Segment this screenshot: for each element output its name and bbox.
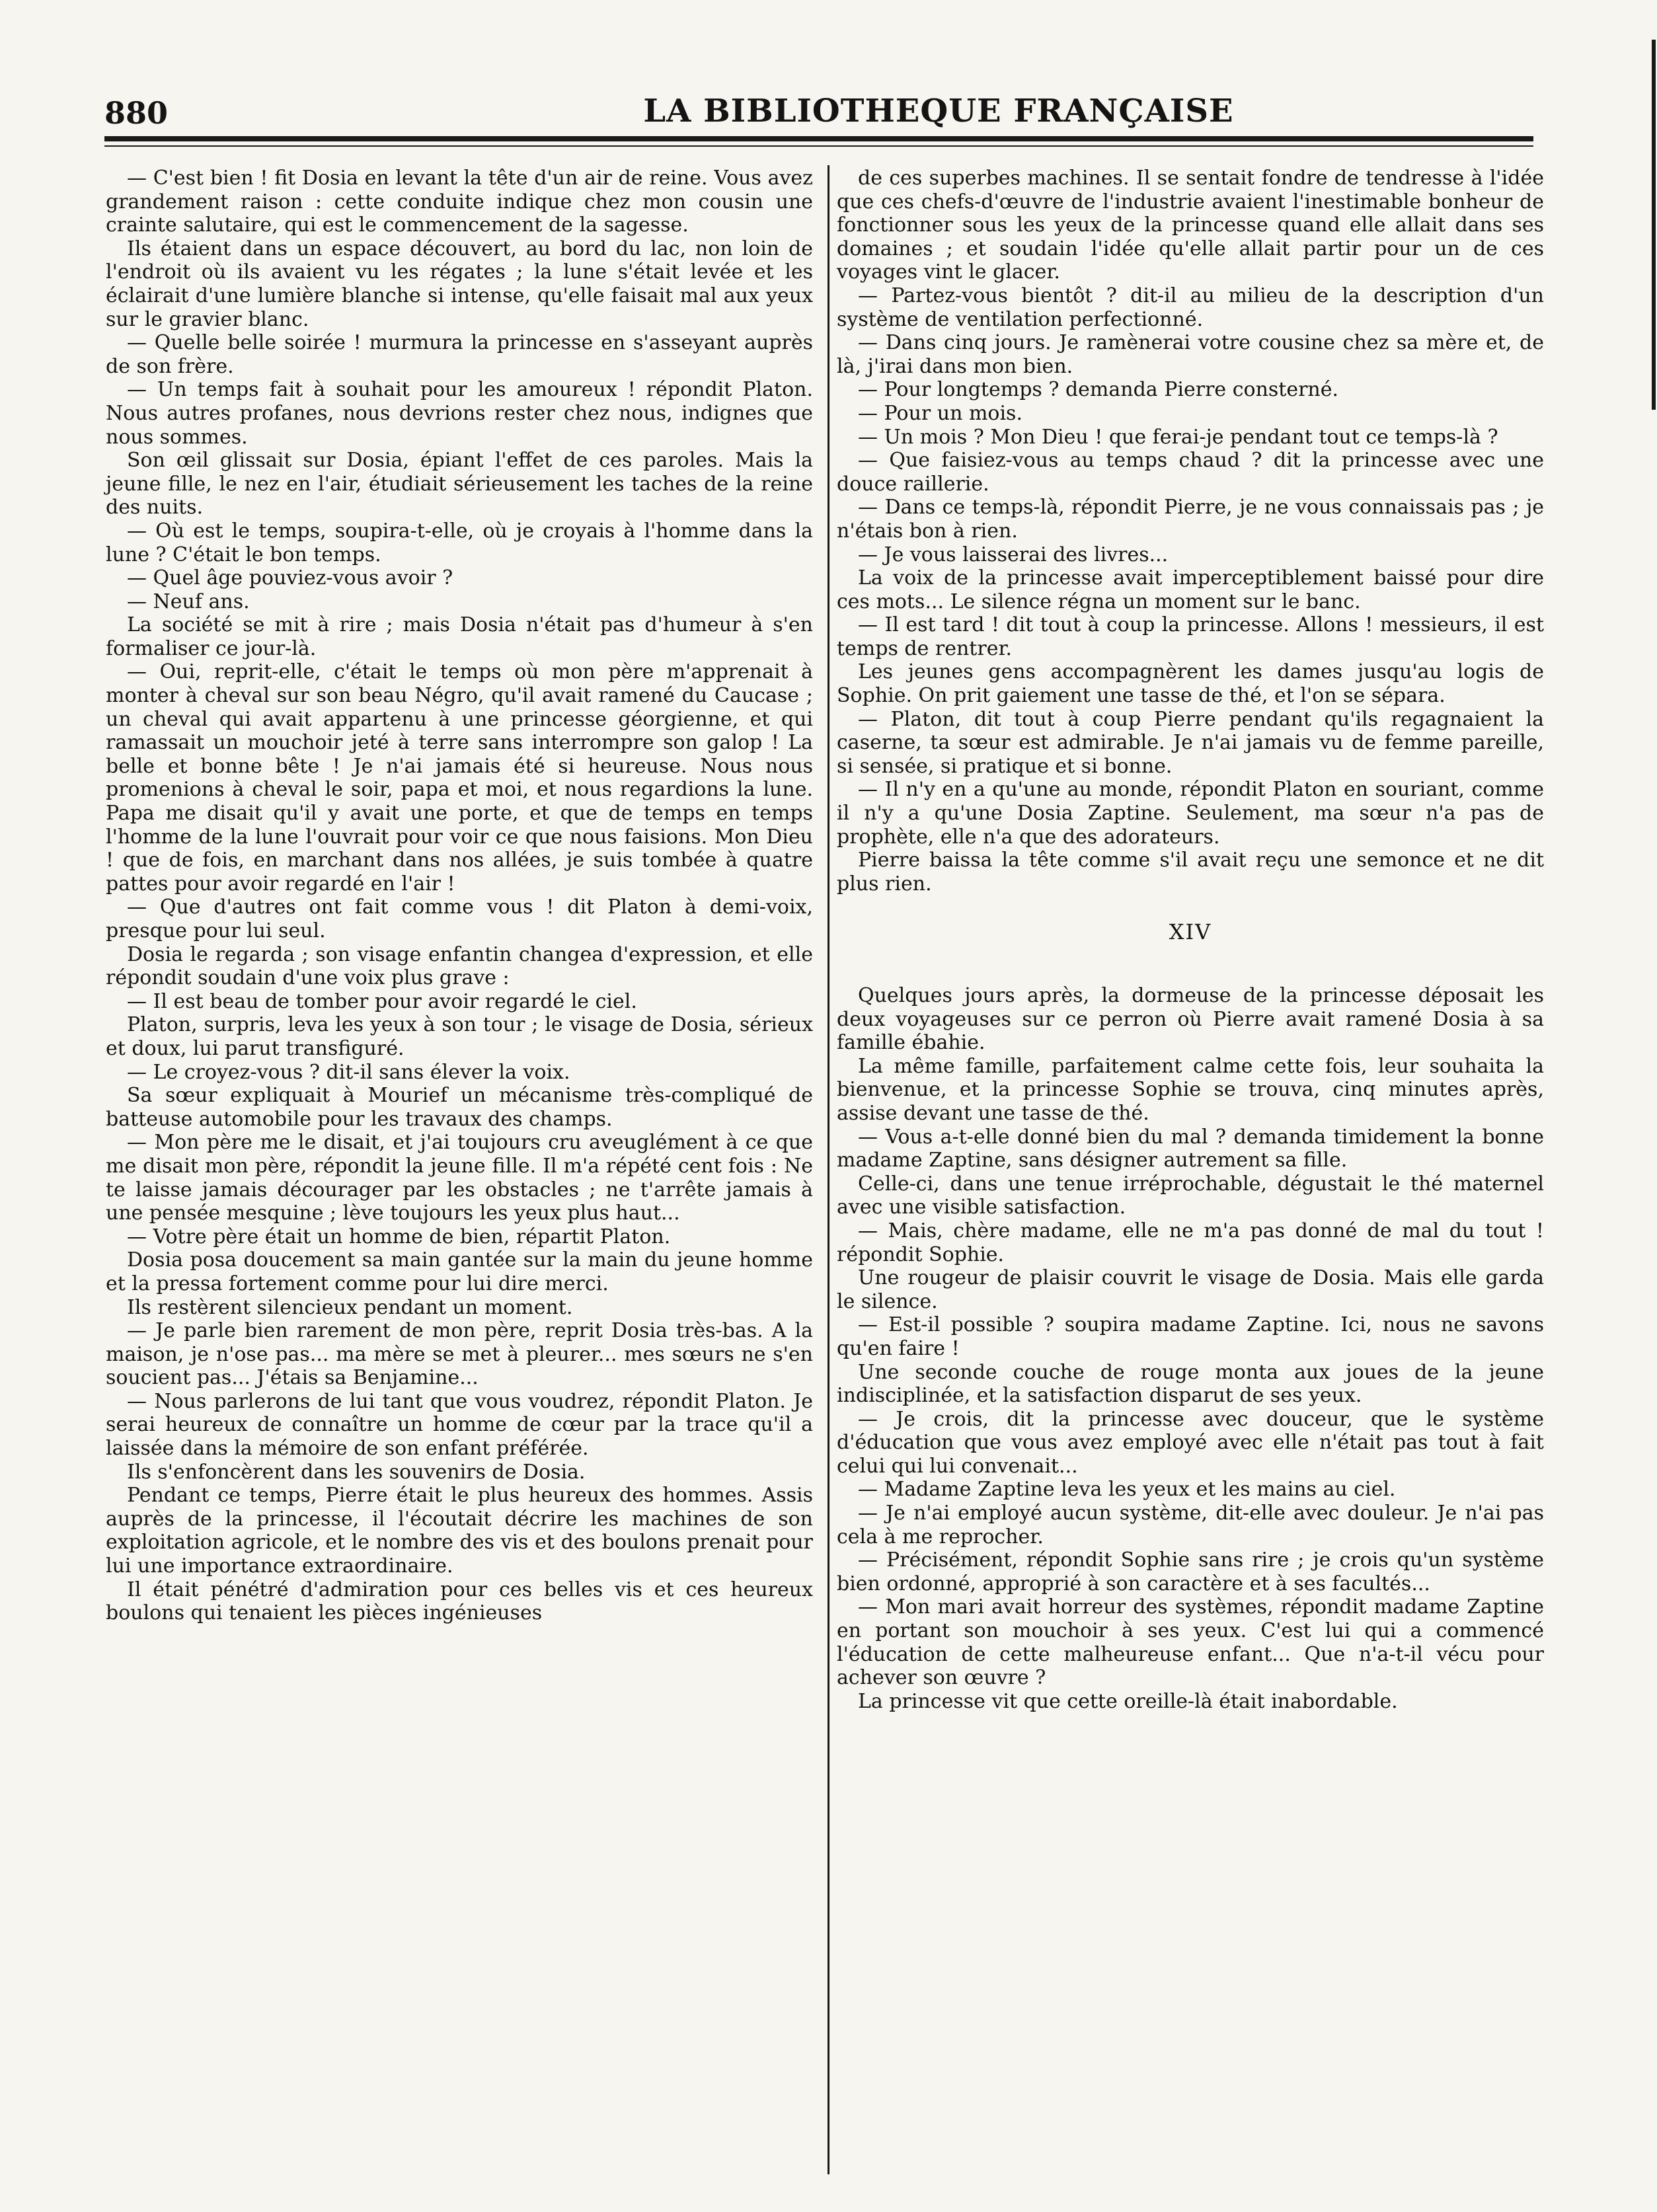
paragraph: La société se mit à rire ; mais Dosia n'était pas d'humeur à s'en formaliser ce jour-là.	[106, 613, 813, 660]
paragraph: — Je parle bien rarement de mon père, reprit Dosia très-bas. A la maison, je n'ose pas... ma mère se met à pleurer... mes sœurs ne s'en soucient pas... J'étais sa Benjamine...	[106, 1319, 813, 1390]
paragraph: Celle-ci, dans une tenue irréprochable, dégustait le thé maternel avec une visible satisfaction.	[837, 1172, 1544, 1219]
paragraph: — Un mois ? Mon Dieu ! que ferai-je pendant tout ce temps-là ?	[858, 425, 1498, 449]
paragraph: — C'est bien ! fit Dosia en levant la tête d'un air de reine. Vous avez grandement raison : cette conduite indique chez mon cousin une crainte salutaire, qui est le commencement de la sagesse.	[106, 167, 813, 237]
right-column-bottom	[837, 984, 1544, 1713]
paragraph: Son œil glissait sur Dosia, épiant l'effet de ces paroles. Mais la jeune fille, le nez en l'air, étudiait sérieusement les taches de la reine des nuits.	[106, 449, 813, 519]
paragraph: Une seconde couche de rouge monta aux joues de la jeune indisciplinée, et la satisfaction disparut de ses yeux.	[837, 1360, 1544, 1408]
paragraph: — Précisément, répondit Sophie sans rire ; je crois qu'un système bien ordonné, approprié à son caractère et à ses facultés...	[837, 1548, 1544, 1595]
left-column	[106, 167, 813, 1625]
paragraph: Platon, surpris, leva les yeux à son tour ; le visage de Dosia, sérieux et doux, lui parut transfiguré.	[106, 1013, 813, 1060]
paragraph: — Je crois, dit la princesse avec douceur, que le système d'éducation que vous avez employé avec elle n'était pas tout à fait celui qui lui convenait...	[837, 1407, 1544, 1478]
paragraph: — Le croyez-vous ? dit-il sans élever la voix.	[127, 1060, 570, 1084]
paragraph: — Est-il possible ? soupira madame Zaptine. Ici, nous ne savons qu'en faire !	[837, 1313, 1544, 1360]
paragraph: — Dans cinq jours. Je ramènerai votre cousine chez sa mère et, de là, j'irai dans mon bien.	[837, 331, 1544, 378]
paragraph: — Mon mari avait horreur des systèmes, répondit madame Zaptine en portant son mouchoir à ses yeux. C'est lui qui a commencé l'éducation de cette malheureuse enfant... Que n'a-t-il vécu pour achever son œuvre ?	[837, 1595, 1544, 1690]
column-divider	[828, 165, 829, 2174]
paragraph: — Votre père était un homme de bien, répartit Platon.	[127, 1225, 671, 1248]
spine-mark	[1652, 40, 1656, 410]
paragraph: Ils restèrent silencieux pendant un moment.	[127, 1295, 573, 1319]
paragraph: — Il est beau de tomber pour avoir regardé le ciel.	[127, 989, 637, 1013]
paragraph: La même famille, parfaitement calme cette fois, leur souhaita la bienvenue, et la princesse Sophie se trouva, cinq minutes après, assise devant une tasse de thé.	[837, 1054, 1544, 1125]
paragraph: — Je n'ai employé aucun système, dit-elle avec douleur. Je n'ai pas cela à me reprocher.	[837, 1502, 1544, 1548]
paragraph: — Madame Zaptine leva les yeux et les mains au ciel.	[858, 1478, 1396, 1502]
paragraph: de ces superbes machines. Il se sentait fondre de tendresse à l'idée que ces chefs-d'œuvre de l'industrie avaient l'inestimable bonheur de fonctionner sous les yeux de la princesse quand elle allait dans ses domaines ; et soudain l'idée qu'elle allait partir pour un de ces voyages vint le glacer.	[837, 167, 1544, 284]
paragraph: — Il n'y en a qu'une au monde, répondit Platon en souriant, comme il n'y a qu'une Dosia Zaptine. Seulement, ma sœur n'a pas de prophète, elle n'a que des adorateurs.	[837, 778, 1544, 849]
header-rule-thin	[104, 145, 1533, 147]
paragraph: Une rougeur de plaisir couvrit le visage de Dosia. Mais elle garda le silence.	[837, 1266, 1544, 1313]
paragraph: — Vous a-t-elle donné bien du mal ? demanda timidement la bonne madame Zaptine, sans désigner autrement sa fille.	[837, 1125, 1544, 1172]
paragraph: — Il est tard ! dit tout à coup la princesse. Allons ! messieurs, il est temps de rentrer.	[837, 613, 1544, 660]
paragraph: — Quelle belle soirée ! murmura la princesse en s'asseyant auprès de son frère.	[106, 331, 813, 378]
right-column	[837, 167, 1544, 1713]
paragraph: — Quel âge pouviez-vous avoir ?	[127, 566, 453, 590]
paragraph: La voix de la princesse avait imperceptiblement baissé pour dire ces mots... Le silence régna un moment sur le banc.	[837, 566, 1544, 613]
header-rule-thick	[104, 136, 1533, 141]
paragraph: Pendant ce temps, Pierre était le plus heureux des hommes. Assis auprès de la princesse, il l'écoutait décrire les machines de son exploitation agricole, et le nombre des vis et des boulons prenait pour lui une importance extraordinaire.	[106, 1484, 813, 1578]
paragraph: — Un temps fait à souhait pour les amoureux ! répondit Platon. Nous autres profanes, nous devrions rester chez nous, indignes que nous sommes.	[106, 378, 813, 449]
paragraph: — Neuf ans.	[127, 590, 250, 613]
paragraph: — Mais, chère madame, elle ne m'a pas donné de mal du tout ! répondit Sophie.	[837, 1219, 1544, 1266]
paragraph: Dosia le regarda ; son visage enfantin changea d'expression, et elle répondit soudain d'une voix plus grave :	[106, 942, 813, 990]
paragraph: — Platon, dit tout à coup Pierre pendant qu'ils regagnaient la caserne, ta sœur est admirable. Je n'ai jamais vu de femme pareille, si sensée, si pratique et si bonne.	[837, 707, 1544, 778]
paragraph: Ils étaient dans un espace découvert, au bord du lac, non loin de l'endroit où ils avaient vu les régates ; la lune s'était levée et les éclairait d'une lumière blanche si intense, qu'elle faisait mal aux yeux sur le gravier blanc.	[106, 237, 813, 331]
paragraph: — Que faisiez-vous au temps chaud ? dit la princesse avec une douce raillerie.	[837, 449, 1544, 496]
paragraph: Il était pénétré d'admiration pour ces belles vis et ces heureux boulons qui tenaient les pièces ingénieuses	[106, 1578, 813, 1625]
paragraph: — Pour longtemps ? demanda Pierre consterné.	[858, 378, 1339, 402]
running-header: LA BIBLIOTHEQUE FRANÇAISE	[643, 93, 1234, 130]
section-heading: XIV	[1169, 919, 1212, 945]
paragraph: — Partez-vous bientôt ? dit-il au milieu de la description d'un système de ventilation perfectionné.	[837, 284, 1544, 331]
paragraph: Sa sœur expliquait à Mourief un mécanisme très-compliqué de batteuse automobile pour les travaux des champs.	[106, 1084, 813, 1131]
paragraph: La princesse vit que cette oreille-là était inabordable.	[858, 1689, 1398, 1713]
right-column-top	[837, 167, 1544, 896]
paragraph: — Je vous laisserai des livres...	[858, 543, 1169, 566]
paragraph: Quelques jours après, la dormeuse de la princesse déposait les deux voyageuses sur ce perron où Pierre avait ramené Dosia à sa famille ébahie.	[837, 984, 1544, 1055]
page-number: 880	[104, 95, 169, 131]
paragraph: Pierre baissa la tête comme s'il avait reçu une semonce et ne dit plus rien.	[837, 849, 1544, 896]
paragraph: — Dans ce temps-là, répondit Pierre, je ne vous connaissais pas ; je n'étais bon à rien.	[837, 496, 1544, 543]
paragraph: — Pour un mois.	[858, 401, 1022, 425]
paragraph: Dosia posa doucement sa main gantée sur la main du jeune homme et la pressa fortement comme pour lui dire merci.	[106, 1248, 813, 1295]
paragraph: — Nous parlerons de lui tant que vous voudrez, répondit Platon. Je serai heureux de connaître un homme de cœur par la trace qu'il a laissée dans la mémoire de son enfant préférée.	[106, 1389, 813, 1461]
paragraph: — Où est le temps, soupira-t-elle, où je croyais à l'homme dans la lune ? C'était le bon temps.	[106, 519, 813, 566]
paragraph: — Mon père me le disait, et j'ai toujours cru aveuglément à ce que me disait mon père, répondit la jeune fille. Il m'a répété cent fois : Ne te laisse jamais décourager par les obstacles ; ne t'arrête jamais à une pensée mesquine ; lève toujours les yeux plus haut...	[106, 1131, 813, 1225]
paragraph: Les jeunes gens accompagnèrent les dames jusqu'au logis de Sophie. On prit gaiement une tasse de thé, et l'on se sépara.	[837, 660, 1544, 708]
paragraph: — Que d'autres ont fait comme vous ! dit Platon à demi-voix, presque pour lui seul.	[106, 896, 813, 942]
paragraph: Ils s'enfoncèrent dans les souvenirs de Dosia.	[127, 1460, 586, 1484]
paragraph: — Oui, reprit-elle, c'était le temps où mon père m'apprenait à monter à cheval sur son beau Négro, qu'il avait ramené du Caucase ; un cheval qui avait appartenu à une princesse géorgienne, et qui ramassait un mouchoir jeté à terre sans interrompre son galop ! La belle et bonne bête ! Je n'ai jamais été si heureuse. Nous nous promenions à cheval le soir, papa et moi, et nous regardions la lune. Papa me disait qu'il y avait une porte, et que de temps en temps l'homme de la lune l'ouvrait pour voir ce que nous faisions. Mon Dieu ! que de fois, en marchant dans nos allées, je suis tombée à quatre pattes pour avoir regardé en l'air !	[106, 660, 813, 896]
